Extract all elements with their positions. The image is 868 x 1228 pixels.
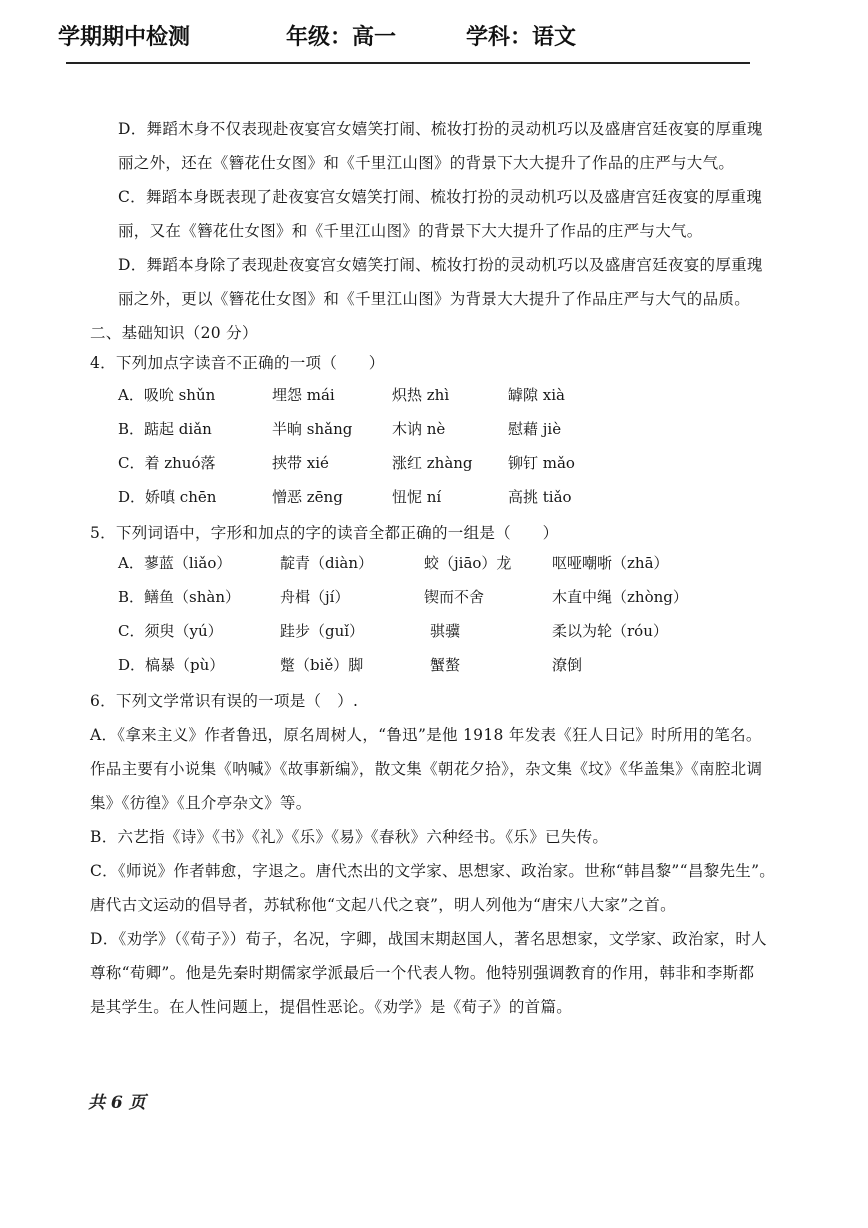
q5-d-3: 蟹螯 xyxy=(430,656,461,674)
q3-option-1-line2: 丽之外，还在《簪花仕女图》和《千里江山图》的背景下大大提升了作品的庄严与大气。 xyxy=(118,154,735,172)
q6-line-7: D．《劝学》（《荀子》）荀子，名况，字卿，战国末期赵国人，著名思想家，文学家、政治家，时人 xyxy=(90,930,767,948)
q4-a-2: 埋怨 mái xyxy=(272,386,335,404)
subject-label: 学科：语文 xyxy=(466,25,577,50)
q4-d-3: 忸怩 ní xyxy=(392,488,442,506)
q6-line-9: 是其学生。在人性问题上，提倡性恶论。《劝学》是《荀子》的首篇。 xyxy=(90,998,573,1016)
grade-label: 年级：高一 xyxy=(286,25,397,50)
q5-c-2: 跬步（guǐ） xyxy=(280,622,365,640)
q3-option-3-line1: D．舞蹈本身除了表现赴夜宴宫女嬉笑打闹、梳妆打扮的灵动机巧以及盛唐宫廷夜宴的厚重瑰 xyxy=(118,256,763,274)
q4-a-1: A．吸吮 shǔn xyxy=(118,386,216,404)
q4-d-2: 憎恶 zēng xyxy=(272,488,343,506)
q3-option-1-line1: D．舞蹈木身不仅表现赴夜宴宫女嬉笑打闹、梳妆打扮的灵动机巧以及盛唐宫廷夜宴的厚重瑰 xyxy=(118,120,763,138)
q5-b-1: B．鳝鱼（shàn） xyxy=(118,588,240,606)
q4-c-4: 铆钉 mǎo xyxy=(508,454,575,472)
q3-option-2-line1: C．舞蹈本身既表现了赴夜宴宫女嬉笑打闹、梳妆打扮的灵动机巧以及盛唐宫廷夜宴的厚重瑰 xyxy=(118,188,763,206)
q5-a-2: 靛青（diàn） xyxy=(280,554,374,572)
q5-c-3: 骐骥 xyxy=(430,622,461,640)
exam-title: 学期期中检测 xyxy=(58,25,191,50)
q5-d-1: D．槁暴（pù） xyxy=(118,656,225,674)
q4-b-3: 木讷 nè xyxy=(392,420,446,438)
q6-line-4: B．六艺指《诗》《书》《礼》《乐》《易》《春秋》六种经书。《乐》已失传。 xyxy=(90,828,609,846)
q5-b-3: 锲而不舍 xyxy=(424,588,485,606)
q4-c-3: 涨红 zhàng xyxy=(392,454,473,472)
q4-stem: 4．下列加点字读音不正确的一项（ ） xyxy=(90,354,385,372)
q3-option-2-line2: 丽，又在《簪花仕女图》和《千里江山图》的背景下大大提升了作品的庄严与大气。 xyxy=(118,222,703,240)
q5-a-1: A．蓼蓝（liǎo） xyxy=(118,554,232,572)
q6-stem: 6．下列文学常识有误的一项是（ ）. xyxy=(90,692,359,710)
q4-b-2: 半晌 shǎng xyxy=(272,420,353,438)
q5-d-4: 潦倒 xyxy=(552,656,583,674)
q5-b-2: 舟楫（jí） xyxy=(280,588,350,606)
q6-line-5: C．《师说》作者韩愈，字退之。唐代杰出的文学家、思想家、政治家。世称“韩昌黎”“昌黎先生”。 xyxy=(90,862,776,880)
section-heading: 二、基础知识（20 分） xyxy=(90,324,258,342)
q6-line-3: 集》《彷徨》《且介亭杂文》等。 xyxy=(90,794,312,812)
q4-c-1: C．着 zhuó落 xyxy=(118,454,216,472)
q4-d-1: D．娇嗔 chēn xyxy=(118,488,217,506)
q6-line-1: A．《拿来主义》作者鲁迅，原名周树人，“鲁迅”是他 1918 年发表《狂人日记》时所用的笔名。 xyxy=(90,726,762,744)
q5-d-2: 蹩（biě）脚 xyxy=(280,656,364,674)
q5-c-1: C．须臾（yú） xyxy=(118,622,223,640)
q6-line-2: 作品主要有小说集《呐喊》《故事新编》，散文集《朝花夕拾》，杂文集《坟》《华盖集》《南腔北调 xyxy=(90,760,763,778)
q5-c-4: 柔以为轮（róu） xyxy=(552,622,668,640)
q4-b-4: 慰藉 jiè xyxy=(508,420,562,438)
q5-a-3: 蛟（jiāo）龙 xyxy=(424,554,512,572)
q6-line-6: 唐代古文运动的倡导者，苏轼称他“文起八代之衰”，明人列他为“唐宋八大家”之首。 xyxy=(90,896,676,914)
q3-option-3-line2: 丽之外，更以《簪花仕女图》和《千里江山图》为背景大大提升了作品庄严与大气的品质。 xyxy=(118,290,751,308)
q5-stem: 5．下列词语中，字形和加点的字的读音全都正确的一组是（ ） xyxy=(90,524,559,542)
q5-b-4: 木直中绳（zhòng） xyxy=(552,588,688,606)
q4-a-4: 罅隙 xià xyxy=(508,386,565,404)
q4-d-4: 高挑 tiǎo xyxy=(508,488,572,506)
header-divider xyxy=(66,62,750,64)
q4-a-3: 炽热 zhì xyxy=(392,386,450,404)
q6-line-8: 尊称“荀卿”。他是先秦时期儒家学派最后一个代表人物。他特别强调教育的作用，韩非和李斯都 xyxy=(90,964,755,982)
page-count: 共 6 页 xyxy=(88,1093,146,1113)
q5-a-4: 呕哑嘲哳（zhā） xyxy=(552,554,669,572)
q4-b-1: B．踮起 diǎn xyxy=(118,420,212,438)
q4-c-2: 挟带 xié xyxy=(272,454,329,472)
